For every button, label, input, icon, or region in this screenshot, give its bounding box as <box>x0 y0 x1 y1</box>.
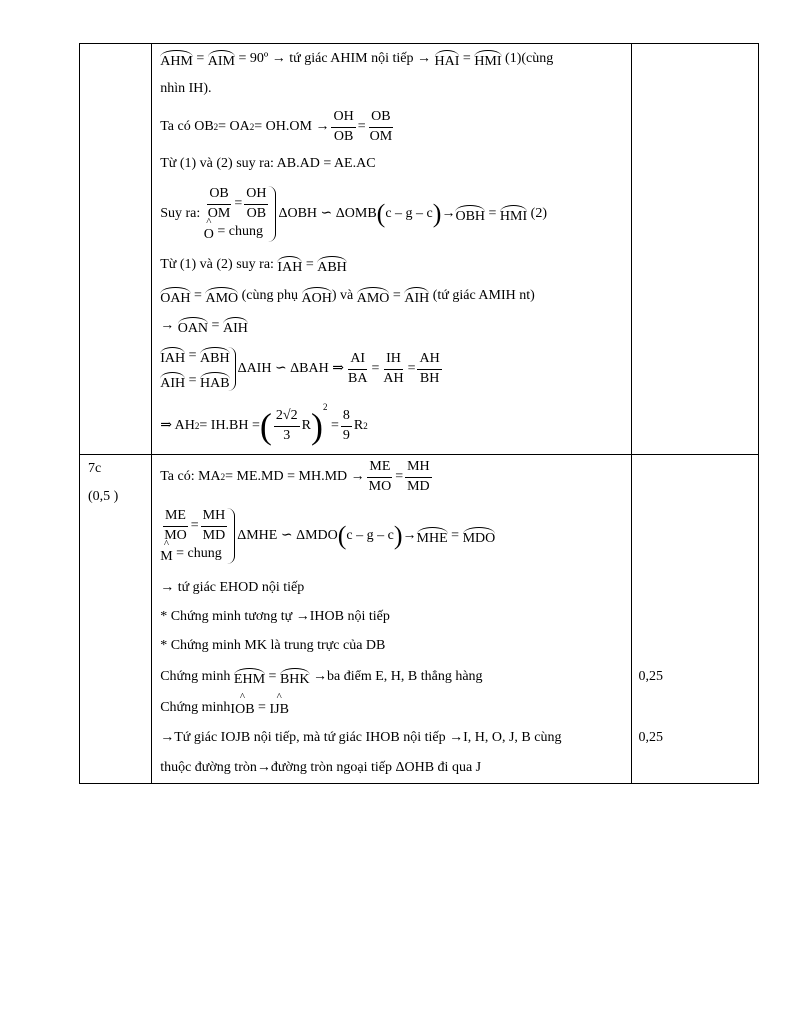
text: R <box>301 417 311 433</box>
text: * Chứng minh MK là trung trực của DB <box>160 637 386 653</box>
line: → OAN = AIH <box>160 317 248 336</box>
score-value: 0,25 <box>638 668 663 684</box>
text: Từ (1) và (2) suy ra: AB.AD = AE.AC <box>160 155 376 171</box>
line <box>160 753 631 783</box>
fraction: OB OM <box>369 109 393 144</box>
line <box>160 723 631 753</box>
text: → <box>441 205 456 221</box>
text: ΔOBH ∽ ΔOMB <box>278 205 377 221</box>
solution-cell <box>152 44 632 455</box>
text: ΔMHE ∽ ΔMDO <box>237 527 338 543</box>
text: Ta có: MA <box>160 468 221 484</box>
question-cell <box>80 455 152 784</box>
line: Chứng minh ^ IOB = ^ IJB <box>160 693 631 723</box>
text: → <box>402 527 417 543</box>
question-points: (0,5 ) <box>88 489 119 504</box>
text: (tứ giác AMIH nt) <box>432 287 535 303</box>
angle: IAH <box>277 256 302 275</box>
line: Từ (1) và (2) suy ra: IAH = ABH <box>160 256 347 275</box>
line <box>160 150 631 178</box>
text: (cùng phụ <box>241 287 299 303</box>
line: OAH = AMO (cùng phụ AOH ) và AMO = AIH (tứ giác AMIH nt) <box>160 287 535 306</box>
text: = ME.MD = MH.MD → <box>225 468 365 484</box>
table-row <box>80 455 759 784</box>
line <box>160 631 631 661</box>
system-brace: IAH = ABH AIH = HAB <box>160 347 235 391</box>
table-row <box>80 44 759 455</box>
line <box>160 573 631 603</box>
fraction: OH OB <box>333 109 354 144</box>
angle: OAH <box>160 287 190 306</box>
question-cell <box>80 44 152 455</box>
text: nhìn IH). <box>160 80 212 96</box>
text: ⇒ AH <box>160 417 195 433</box>
angle: OBH <box>455 205 485 224</box>
text: Từ (1) và (2) suy ra: <box>160 256 274 272</box>
angle: HMI <box>474 50 501 69</box>
text: Ta có OB <box>160 118 214 134</box>
angle: AHM <box>160 50 193 69</box>
text: (2) <box>530 205 547 221</box>
angle: AMO <box>205 287 238 306</box>
line: Ta có OB 2 = OA 2 = OH.OM → OH OB = OB OM <box>160 109 393 144</box>
solution-cell <box>152 455 632 784</box>
score-cell <box>632 455 759 784</box>
line: Suy ra: OB OM = OH OB ^ O = chung ΔOBH ∽ ΔOMB ( c – g – c ) → OBH = HMI (2) <box>160 178 631 250</box>
system-brace: ME MO = MH MD ^ M = chung <box>160 508 235 563</box>
angle: AIH <box>404 287 429 306</box>
angle: ^ IJB <box>269 699 288 717</box>
line <box>160 74 631 104</box>
text: →ba điểm E, H, B thẳng hàng <box>313 668 483 684</box>
angle: AIH <box>223 317 248 336</box>
text: → tứ giác EHOD nội tiếp <box>160 579 305 595</box>
text: = <box>330 417 339 433</box>
angle: EHM <box>234 668 265 687</box>
angle: MDO <box>463 527 496 546</box>
angle: BHK <box>280 668 310 687</box>
text: = OH.OM → <box>254 118 330 134</box>
angle: OAN <box>178 317 208 336</box>
text: thuộc đường tròn→đường tròn ngoại tiếp ΔOHB đi qua J <box>160 759 482 775</box>
text: Chứng minh <box>160 668 231 684</box>
line: AHM = AIM = 90º → tứ giác AHIM nội tiếp → HAI = HMI (1)(cùng <box>160 50 554 69</box>
text: →Tứ giác IOJB nội tiếp, mà tứ giác IHOB nội tiếp →I, H, O, J, B cùng <box>160 729 562 745</box>
angle: MHE <box>417 527 448 546</box>
angle: ABH <box>317 256 347 275</box>
line: Ta có: MA 2 = ME.MD = MH.MD → ME MO = MH MD <box>160 459 430 494</box>
text: (1)(cùng <box>505 50 554 66</box>
text: c – g – c <box>346 527 394 543</box>
line <box>160 603 631 631</box>
angle: ^ IOB <box>230 699 254 717</box>
score-cell <box>632 44 759 455</box>
text: = IH.BH = <box>199 417 260 433</box>
text: * Chứng minh tương tự →IHOB nội tiếp <box>160 608 390 624</box>
line: Chứng minh EHM = BHK →ba điểm E, H, B thẳng hàng <box>160 668 483 687</box>
text: c – g – c <box>385 205 433 221</box>
text: R <box>353 417 364 433</box>
text: Suy ra: <box>160 205 201 221</box>
score-value: 0,25 <box>638 729 663 745</box>
question-label: 7c <box>88 461 102 476</box>
angle: AIM <box>208 50 235 69</box>
angle: HAI <box>435 50 460 69</box>
angle: AMO <box>357 287 390 306</box>
text: → <box>160 317 175 333</box>
line: ⇒ AH 2 = IH.BH = ( 2√2 3 R ) $^2$ = $\frac{8}{9}$ R 2 <box>160 402 368 446</box>
system-brace: OB OM = OH OB ^ O = chung <box>204 186 277 241</box>
text: ) và <box>331 287 354 303</box>
text: = OA <box>218 118 250 134</box>
text: Chứng minh <box>160 699 231 715</box>
text: → tứ giác AHIM nội tiếp → <box>271 50 432 66</box>
text: ΔAIH ∽ ΔBAH ⇒ <box>237 360 344 376</box>
solution-table <box>79 43 759 784</box>
line: ME MO = MH MD ^ M = chung ΔMHE ∽ ΔMDO ( c – g – c ) → MHE = MDO <box>160 499 631 573</box>
line: IAH = ABH AIH = HAB ΔAIH ∽ ΔBAH ⇒ AI BA = IH AH = AH BH <box>160 348 440 391</box>
text: = 90º <box>238 50 269 66</box>
angle: HMI <box>500 205 527 224</box>
angle: AOH <box>302 287 332 306</box>
